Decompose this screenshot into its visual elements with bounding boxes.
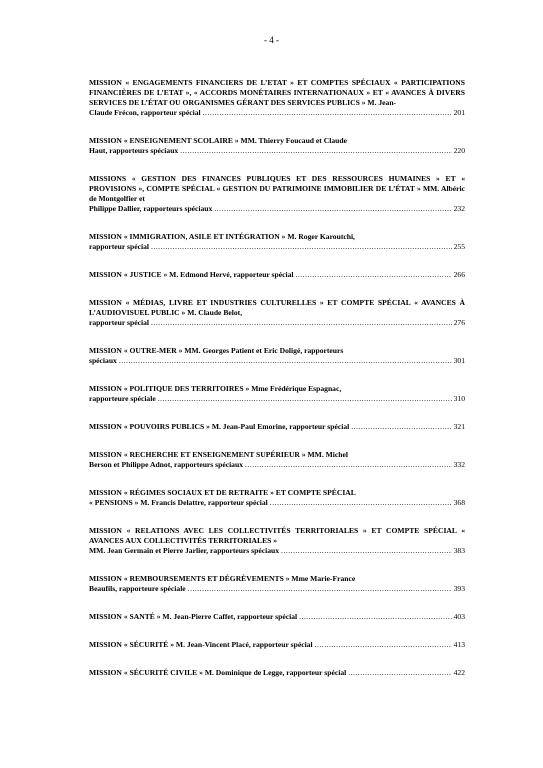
toc-page-number: 276	[453, 318, 465, 327]
toc-page-number: 201	[453, 108, 465, 117]
toc-entry-tail: MISSION « SÉCURITÉ » M. Jean-Vincent Placé, rapporteur spécial	[89, 640, 313, 649]
toc-entry-last-line	[89, 612, 465, 622]
dot-leader	[351, 422, 451, 432]
toc-entry-tail: rapporteur spécial	[89, 242, 149, 251]
toc-entry[interactable]	[89, 668, 465, 678]
toc-entry-body: MISSION « RELATIONS AVEC LES COLLECTIVITÉS TERRITORIALES » ET COMPTE SPÉCIAL « AVANCES AUX COLLECTIVITÉS TERRITORIALES »	[89, 526, 465, 545]
dot-leader	[151, 318, 452, 328]
toc-entry-tail: rapporteure spéciale	[89, 394, 156, 403]
toc-page-number: 368	[453, 498, 465, 507]
toc-page-number: 232	[453, 204, 465, 213]
dot-leader	[214, 204, 451, 214]
toc-page-number: 220	[453, 146, 465, 155]
toc-entry-last-line	[89, 318, 465, 328]
toc-entry-tail: MM. Jean Germain et Pierre Jarlier, rapporteurs spéciaux	[89, 546, 280, 555]
toc-entry-last-line	[89, 640, 465, 650]
toc-entry[interactable]	[89, 612, 465, 622]
toc-entry-body: MISSION « POLITIQUE DES TERRITOIRES » Mme Frédérique Espagnac,	[89, 384, 342, 393]
toc-entry-body: MISSION « IMMIGRATION, ASILE ET INTÉGRATION » M. Roger Karoutchi,	[89, 232, 355, 241]
toc-entry[interactable]	[89, 270, 465, 280]
toc-page-number: 310	[453, 394, 465, 403]
toc-entry-tail: MISSION « JUSTICE » M. Edmond Hervé, rapporteur spécial	[89, 270, 294, 279]
dot-leader	[281, 546, 452, 556]
dot-leader	[348, 668, 451, 678]
toc-page-number: 422	[453, 668, 465, 677]
toc-entry-last-line	[89, 270, 465, 280]
toc-entry-last-line	[89, 422, 465, 432]
toc-entry[interactable]	[89, 136, 465, 156]
dot-leader	[151, 242, 452, 252]
toc-entry-last-line	[89, 460, 465, 470]
toc-entry-tail: MISSION « SÉCURITÉ CIVILE » M. Dominique de Legge, rapporteur spécial	[89, 668, 347, 677]
toc-entry-tail: spéciaux	[89, 356, 117, 365]
toc-entry-body: MISSION « RECHERCHE ET ENSEIGNEMENT SUPÉRIEUR » MM. Michel	[89, 450, 348, 459]
dot-leader	[119, 356, 452, 366]
toc-entry[interactable]	[89, 384, 465, 404]
toc-entry[interactable]	[89, 422, 465, 432]
dot-leader	[188, 584, 452, 594]
toc-page-number: 332	[453, 460, 465, 469]
toc-page-number: 413	[453, 640, 465, 649]
toc-page-number: 266	[453, 270, 465, 279]
toc-entry-last-line	[89, 546, 465, 556]
toc-entry[interactable]	[89, 298, 465, 328]
toc-entry-tail: rapporteur spécial	[89, 318, 149, 327]
toc-page-number: 301	[453, 356, 465, 365]
toc-page-number: 393	[453, 584, 465, 593]
toc-page-number: 321	[453, 422, 465, 431]
toc-entry[interactable]	[89, 488, 465, 508]
toc-entry[interactable]	[89, 450, 465, 470]
toc-entry-last-line	[89, 498, 465, 508]
toc-entry-last-line	[89, 242, 465, 252]
toc-entry-body: MISSION « ENSEIGNEMENT SCOLAIRE » MM. Thierry Foucaud et Claude	[89, 136, 347, 145]
toc-entry-tail: Claude Frécon, rapporteur spécial	[89, 108, 201, 117]
toc-entry-last-line	[89, 108, 465, 118]
toc-entry-tail: « PENSIONS » M. Francis Delattre, rapporteur spécial	[89, 498, 268, 507]
page-number: - 4 -	[264, 35, 279, 45]
toc-entry-body: MISSION « RÉGIMES SOCIAUX ET DE RETRAITE » ET COMPTE SPÉCIAL	[89, 488, 356, 497]
toc-entry-last-line	[89, 356, 465, 366]
toc-entry-last-line	[89, 668, 465, 678]
dot-leader	[158, 394, 452, 404]
toc-entry-tail: Beaufils, rapporteure spéciale	[89, 584, 186, 593]
dot-leader	[315, 640, 452, 650]
toc-entry[interactable]	[89, 78, 465, 118]
dot-leader	[295, 270, 451, 280]
toc-entry-tail: Philippe Dallier, rapporteurs spéciaux	[89, 204, 213, 213]
toc-entry-body: MISSIONS « GESTION DES FINANCES PUBLIQUES ET DES RESSOURCES HUMAINES » ET « PROVISIONS », COMPTE SPÉCIAL « GESTION DU PATRIMOINE IMMOBILIER DE L’ÉTAT » MM. Albéric de Montgolfier et	[89, 174, 465, 203]
toc-entry-body: MISSION « OUTRE-MER » MM. Georges Patient et Eric Doligé, rapporteurs	[89, 346, 344, 355]
dot-leader	[299, 612, 452, 622]
toc-entry[interactable]	[89, 174, 465, 214]
toc-entry-last-line	[89, 584, 465, 594]
toc-entry[interactable]	[89, 526, 465, 556]
toc-entry-body: MISSION « ENGAGEMENTS FINANCIERS DE L’ETAT » ET COMPTES SPÉCIAUX « PARTICIPATIONS FINANCIÈRES DE L’ETAT », « ACCORDS MONÉTAIRES INTERNATIONAUX » ET « AVANCES À DIVERS SERVICES DE L’ÉTAT OU ORGANISMES GÉRANT DES SERVICES PUBLICS » M. Jean-	[89, 78, 465, 107]
dot-leader	[270, 498, 452, 508]
toc-entry[interactable]	[89, 574, 465, 594]
toc-entry-tail: MISSION « SANTÉ » M. Jean-Pierre Caffet, rapporteur spécial	[89, 612, 298, 621]
dot-leader	[203, 108, 452, 118]
toc-entry-tail: Haut, rapporteurs spéciaux	[89, 146, 179, 155]
toc-entry-body: MISSION « REMBOURSEMENTS ET DÉGRÈVEMENTS » Mme Marie-France	[89, 574, 356, 583]
toc-page-number: 383	[453, 546, 465, 555]
toc-entry[interactable]	[89, 232, 465, 252]
toc-entry-last-line	[89, 146, 465, 156]
toc-page-number: 403	[453, 612, 465, 621]
toc-entry[interactable]	[89, 346, 465, 366]
toc-entry-last-line	[89, 204, 465, 214]
toc-entry-body: MISSION « MÉDIAS, LIVRE ET INDUSTRIES CULTURELLES » ET COMPTE SPÉCIAL « AVANCES À L’AUDIOVISUEL PUBLIC » M. Claude Belot,	[89, 298, 465, 317]
toc-entry-last-line	[89, 394, 465, 404]
dot-leader	[180, 146, 451, 156]
toc-page-number: 255	[453, 242, 465, 251]
toc-entry[interactable]	[89, 640, 465, 650]
table-of-contents	[89, 78, 465, 696]
toc-entry-tail: Berson et Philippe Adnot, rapporteurs spéciaux	[89, 460, 243, 469]
dot-leader	[245, 460, 452, 470]
toc-entry-tail: MISSION « POUVOIRS PUBLICS » M. Jean-Paul Emorine, rapporteur spécial	[89, 422, 350, 431]
